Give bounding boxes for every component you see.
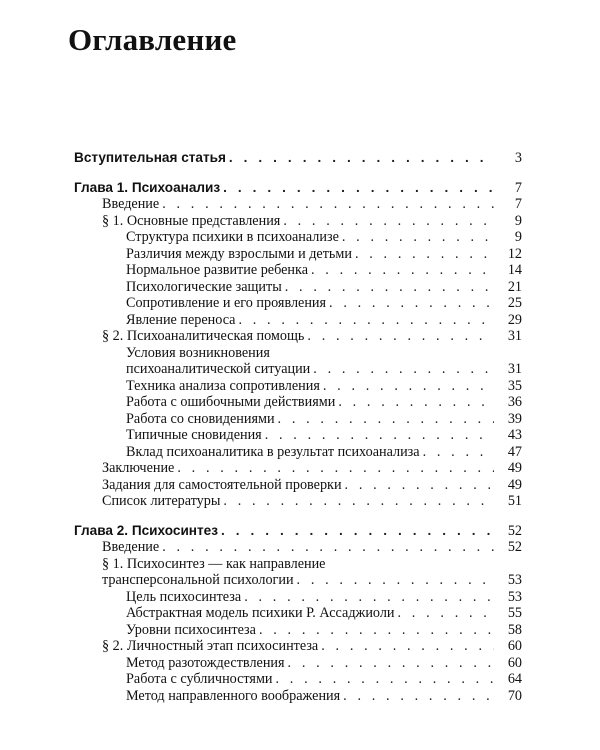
dot-leader xyxy=(229,150,494,167)
toc-entry[interactable] xyxy=(74,295,522,312)
toc-entry-page: 64 xyxy=(507,671,522,687)
toc-entry[interactable] xyxy=(74,279,522,296)
toc-entry[interactable] xyxy=(74,572,522,589)
toc-entry-page: 60 xyxy=(507,654,522,671)
toc-entry-page: 39 xyxy=(507,410,522,427)
toc-entry-page: 52 xyxy=(507,539,522,555)
toc-entry-label: Работа с ошибочными действиями xyxy=(126,394,336,410)
toc-entry-label: Различия между взрослыми и детьми xyxy=(126,245,352,262)
dot-leader xyxy=(238,312,494,329)
toc-entry[interactable] xyxy=(74,246,522,263)
toc-entry-page: 9 xyxy=(514,229,522,245)
toc-entry[interactable] xyxy=(74,556,522,573)
toc-entry[interactable] xyxy=(74,638,522,655)
toc-entry-page: 49 xyxy=(507,476,522,493)
toc-entry-page: 31 xyxy=(507,361,522,377)
dot-leader xyxy=(223,180,494,197)
dot-leader xyxy=(259,622,494,639)
toc-entry-label: § 1. Психосинтез — как направление xyxy=(102,555,326,572)
toc-chapter-2[interactable] xyxy=(74,523,522,540)
dot-leader xyxy=(177,460,494,477)
toc-entry[interactable] xyxy=(74,655,522,672)
toc-entry-page: 3 xyxy=(514,150,522,166)
toc-entry[interactable] xyxy=(74,622,522,639)
toc-entry-label: Введение xyxy=(102,539,160,555)
toc-entry-label: Список литературы xyxy=(102,493,221,509)
toc-entry-label: Психологические защиты xyxy=(126,278,282,295)
toc-entry-label: Работа со сновидениями xyxy=(126,410,275,427)
dot-leader xyxy=(338,394,494,411)
dot-leader xyxy=(345,477,494,494)
dot-leader xyxy=(162,196,494,213)
toc-entry-label: Работа с субличностями xyxy=(126,671,273,687)
toc-entry-page: 36 xyxy=(507,394,522,410)
toc-entry-label: Явление переноса xyxy=(126,311,236,328)
toc-entry-label: Условия возникновения xyxy=(126,344,270,361)
toc-entry[interactable] xyxy=(74,378,522,395)
toc-entry-page: 12 xyxy=(507,245,522,262)
dot-leader xyxy=(311,262,494,279)
toc-entry-label: § 2. Психоаналитическая помощь xyxy=(102,328,305,344)
toc-entry-label: трансперсональной психологии xyxy=(102,572,294,588)
toc-entry[interactable] xyxy=(74,460,522,477)
toc-entry-label: Введение xyxy=(102,196,160,212)
dot-leader xyxy=(323,378,494,395)
toc-entry-page: 58 xyxy=(507,621,522,638)
toc-entry[interactable] xyxy=(74,589,522,606)
toc-entry-page: 51 xyxy=(507,493,522,509)
toc-chapter-1[interactable] xyxy=(74,180,522,197)
toc-entry-label: Вклад психоаналитика в результат психоанализа xyxy=(126,443,420,460)
toc-entry-label: Нормальное развитие ребенка xyxy=(126,262,308,278)
toc-entry-page: 35 xyxy=(507,377,522,394)
toc-entry-page: 9 xyxy=(514,212,522,229)
toc-entry-page: 25 xyxy=(507,295,522,311)
dot-leader xyxy=(321,638,494,655)
toc-entry-label: Глава 1. Психоанализ xyxy=(74,179,221,195)
dot-leader xyxy=(221,523,494,540)
toc-entry-page: 43 xyxy=(507,427,522,443)
dot-leader xyxy=(162,539,494,556)
toc-entry[interactable] xyxy=(74,213,522,230)
toc-entry-page: 53 xyxy=(507,572,522,588)
dot-leader xyxy=(283,213,494,230)
dot-leader xyxy=(313,361,494,378)
toc-entry-label: Вступительная статья xyxy=(74,150,226,165)
toc-entry[interactable] xyxy=(74,345,522,362)
dot-leader xyxy=(265,427,494,444)
page-title: Оглавление xyxy=(68,22,237,57)
toc-entry-label: Метод направленного воображения xyxy=(126,687,341,704)
toc-entry-page: 29 xyxy=(507,311,522,328)
toc-entry-label: Структура психики в психоанализе xyxy=(126,229,339,245)
toc-entry[interactable] xyxy=(74,196,522,213)
dot-leader xyxy=(223,493,494,510)
toc-entry[interactable] xyxy=(74,444,522,461)
toc-entry-label: Абстрактная модель психики Р. Ассаджиоли xyxy=(126,605,395,621)
toc-entry[interactable] xyxy=(74,229,522,246)
dot-leader xyxy=(355,246,494,263)
toc-entry-label: Задания для самостоятельной проверки xyxy=(102,476,342,493)
toc-entry-label: Техника анализа сопротивления xyxy=(126,377,320,394)
toc-entry-label: Цель психосинтеза xyxy=(126,588,242,605)
dot-leader xyxy=(276,671,494,688)
toc-entry[interactable] xyxy=(74,688,522,705)
toc-entry[interactable] xyxy=(74,411,522,428)
toc-entry-label: Заключение xyxy=(102,460,175,476)
dot-leader xyxy=(398,605,494,622)
toc-entry-page: 55 xyxy=(507,605,522,621)
toc-entry-label: Типичные сновидения xyxy=(126,427,262,443)
toc-entry[interactable] xyxy=(74,262,522,279)
toc-entry-label: психоаналитической ситуации xyxy=(126,361,311,377)
dot-leader xyxy=(343,688,494,705)
toc-entry[interactable] xyxy=(74,493,522,510)
dot-leader xyxy=(423,444,494,461)
dot-leader xyxy=(329,295,494,312)
toc-entry-page: 7 xyxy=(514,179,522,196)
toc-entry-page: 52 xyxy=(507,522,522,539)
toc-entry-page: 60 xyxy=(507,638,522,654)
toc-entry-label: Сопротивление и его проявления xyxy=(126,295,327,311)
toc-entry[interactable] xyxy=(74,394,522,411)
toc-entry-page: 47 xyxy=(507,443,522,460)
toc-entry-label: § 1. Основные представления xyxy=(102,212,281,229)
toc-entry-page: 21 xyxy=(507,278,522,295)
toc-entry[interactable] xyxy=(74,671,522,688)
toc-entry-page: 7 xyxy=(514,196,522,212)
dot-leader xyxy=(307,328,494,345)
toc-entry-label: Глава 2. Психосинтез xyxy=(74,522,218,538)
toc-entry-intro[interactable] xyxy=(74,150,522,167)
toc-entry-page: 14 xyxy=(507,262,522,278)
dot-leader xyxy=(297,572,494,589)
dot-leader xyxy=(244,589,494,606)
toc-entry-page: 70 xyxy=(507,687,522,704)
dot-leader xyxy=(285,279,494,296)
toc-entry[interactable] xyxy=(74,312,522,329)
toc-entry[interactable] xyxy=(74,427,522,444)
toc-entry-page: 49 xyxy=(507,460,522,476)
toc-entry[interactable] xyxy=(74,605,522,622)
table-of-contents xyxy=(74,150,522,704)
toc-entry[interactable] xyxy=(74,328,522,345)
toc-entry-label: Уровни психосинтеза xyxy=(126,621,256,638)
toc-entry[interactable] xyxy=(74,361,522,378)
toc-entry-label: § 2. Личностный этап психосинтеза xyxy=(102,638,319,654)
toc-entry[interactable] xyxy=(74,539,522,556)
dot-leader xyxy=(278,411,494,428)
toc-entry-page: 31 xyxy=(507,328,522,344)
toc-entry[interactable] xyxy=(74,477,522,494)
dot-leader xyxy=(342,229,494,246)
toc-entry-page: 53 xyxy=(507,588,522,605)
dot-leader xyxy=(288,655,494,672)
toc-entry-label: Метод разотождествления xyxy=(126,654,285,671)
